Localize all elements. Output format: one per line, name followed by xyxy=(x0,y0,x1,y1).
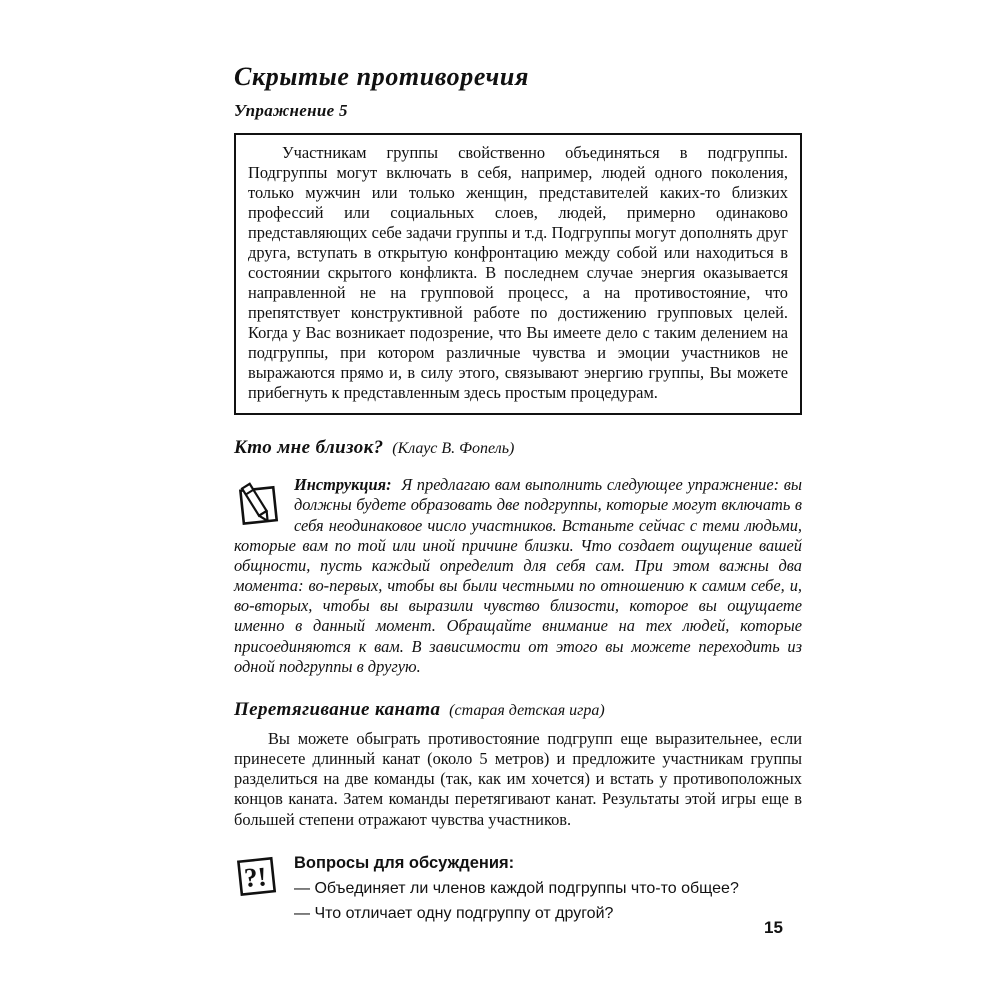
question-exclamation-icon xyxy=(234,850,280,902)
instruction-label: Инструкция: xyxy=(294,475,392,495)
intro-box xyxy=(234,133,802,415)
instruction-body: Я предлагаю вам выполнить следующее упражнение: вы должны будете образовать две подгруппы, которые могут включать в себя неодинаковое число участников. Встаньте сейчас с теми людьми, которые вам по той или иной причине близки. Что создает ощущение вашей общности, пусть каждый определит для себя сам. При этом важны два момента: во-первых, чтобы вы были честными по отношению к самим себе, и, во-вторых, чтобы вы выразили чувство близости, которое вы ощущаете именно в данный момент. Обращайте внимание на тех людей, которые присоединяются к вам. В зависимости от этого вы можете переходить из одной подгруппы в другую. xyxy=(234,475,802,676)
discussion-block xyxy=(234,850,802,923)
exercise-label: Упражнение 5 xyxy=(234,101,348,120)
section-heading-tug-of-war xyxy=(234,699,802,721)
instruction-text xyxy=(234,475,802,677)
page-number: 15 xyxy=(764,918,783,937)
section-title: Перетягивание каната xyxy=(234,698,441,720)
section-heading-who-is-close xyxy=(234,437,802,459)
page-content xyxy=(234,62,802,923)
section-attribution: (Клаус В. Фопель) xyxy=(392,440,515,458)
section-title: Кто мне близок? xyxy=(234,437,384,459)
tug-of-war-paragraph: Вы можете обыграть противостояние подгрупп еще выразительнее, если принесете длинный канат (около 5 метров) и предложите участникам группы разделиться на две команды (так, как им хочется) и встать у противоположных концов каната. Затем команды перетягивают канат. Результаты этой игры еще в большей степени отражают чувства участников. xyxy=(234,728,802,829)
instruction-block xyxy=(234,475,802,677)
discussion-question: — Что отличает одну подгруппу от другой? xyxy=(294,904,614,922)
discussion-label: Вопросы для обсуждения: xyxy=(294,853,515,872)
pencil-note-icon xyxy=(234,477,282,531)
question-exclamation-glyph: ?! xyxy=(243,861,268,893)
discussion-question: — Объединяет ли членов каждой подгруппы что-то общее? xyxy=(294,879,739,897)
discussion-content xyxy=(294,850,739,923)
section-attribution: (старая детская игра) xyxy=(449,701,605,719)
page-title: Скрытые противоречия xyxy=(234,62,529,91)
intro-text: Участникам группы свойственно объединяться в подгруппы. Подгруппы могут включать в себя, например, людей одного поколения, только мужчин или только женщин, представителей каких-то близких профессий или социальных слоев, людей, примерно одинаково представляющих себе задачи группы и т.д. Подгруппы могут дополнять друг друга, вступать в открытую конфронтацию между собой или находиться в состоянии скрытого конфликта. В последнем случае энергия оказывается направленной не на групповой процесс, а на противостояние, что препятствует конструктивной работе по достижению групповых целей. Когда у Вас возникает подозрение, что Вы имеете дело с таким делением на подгруппы, при котором различные чувства и эмоции участников не выражаются прямо и, в силу этого, связывают энергию группы, Вы можете прибегнуть к представленным здесь простым процедурам. xyxy=(248,143,788,403)
